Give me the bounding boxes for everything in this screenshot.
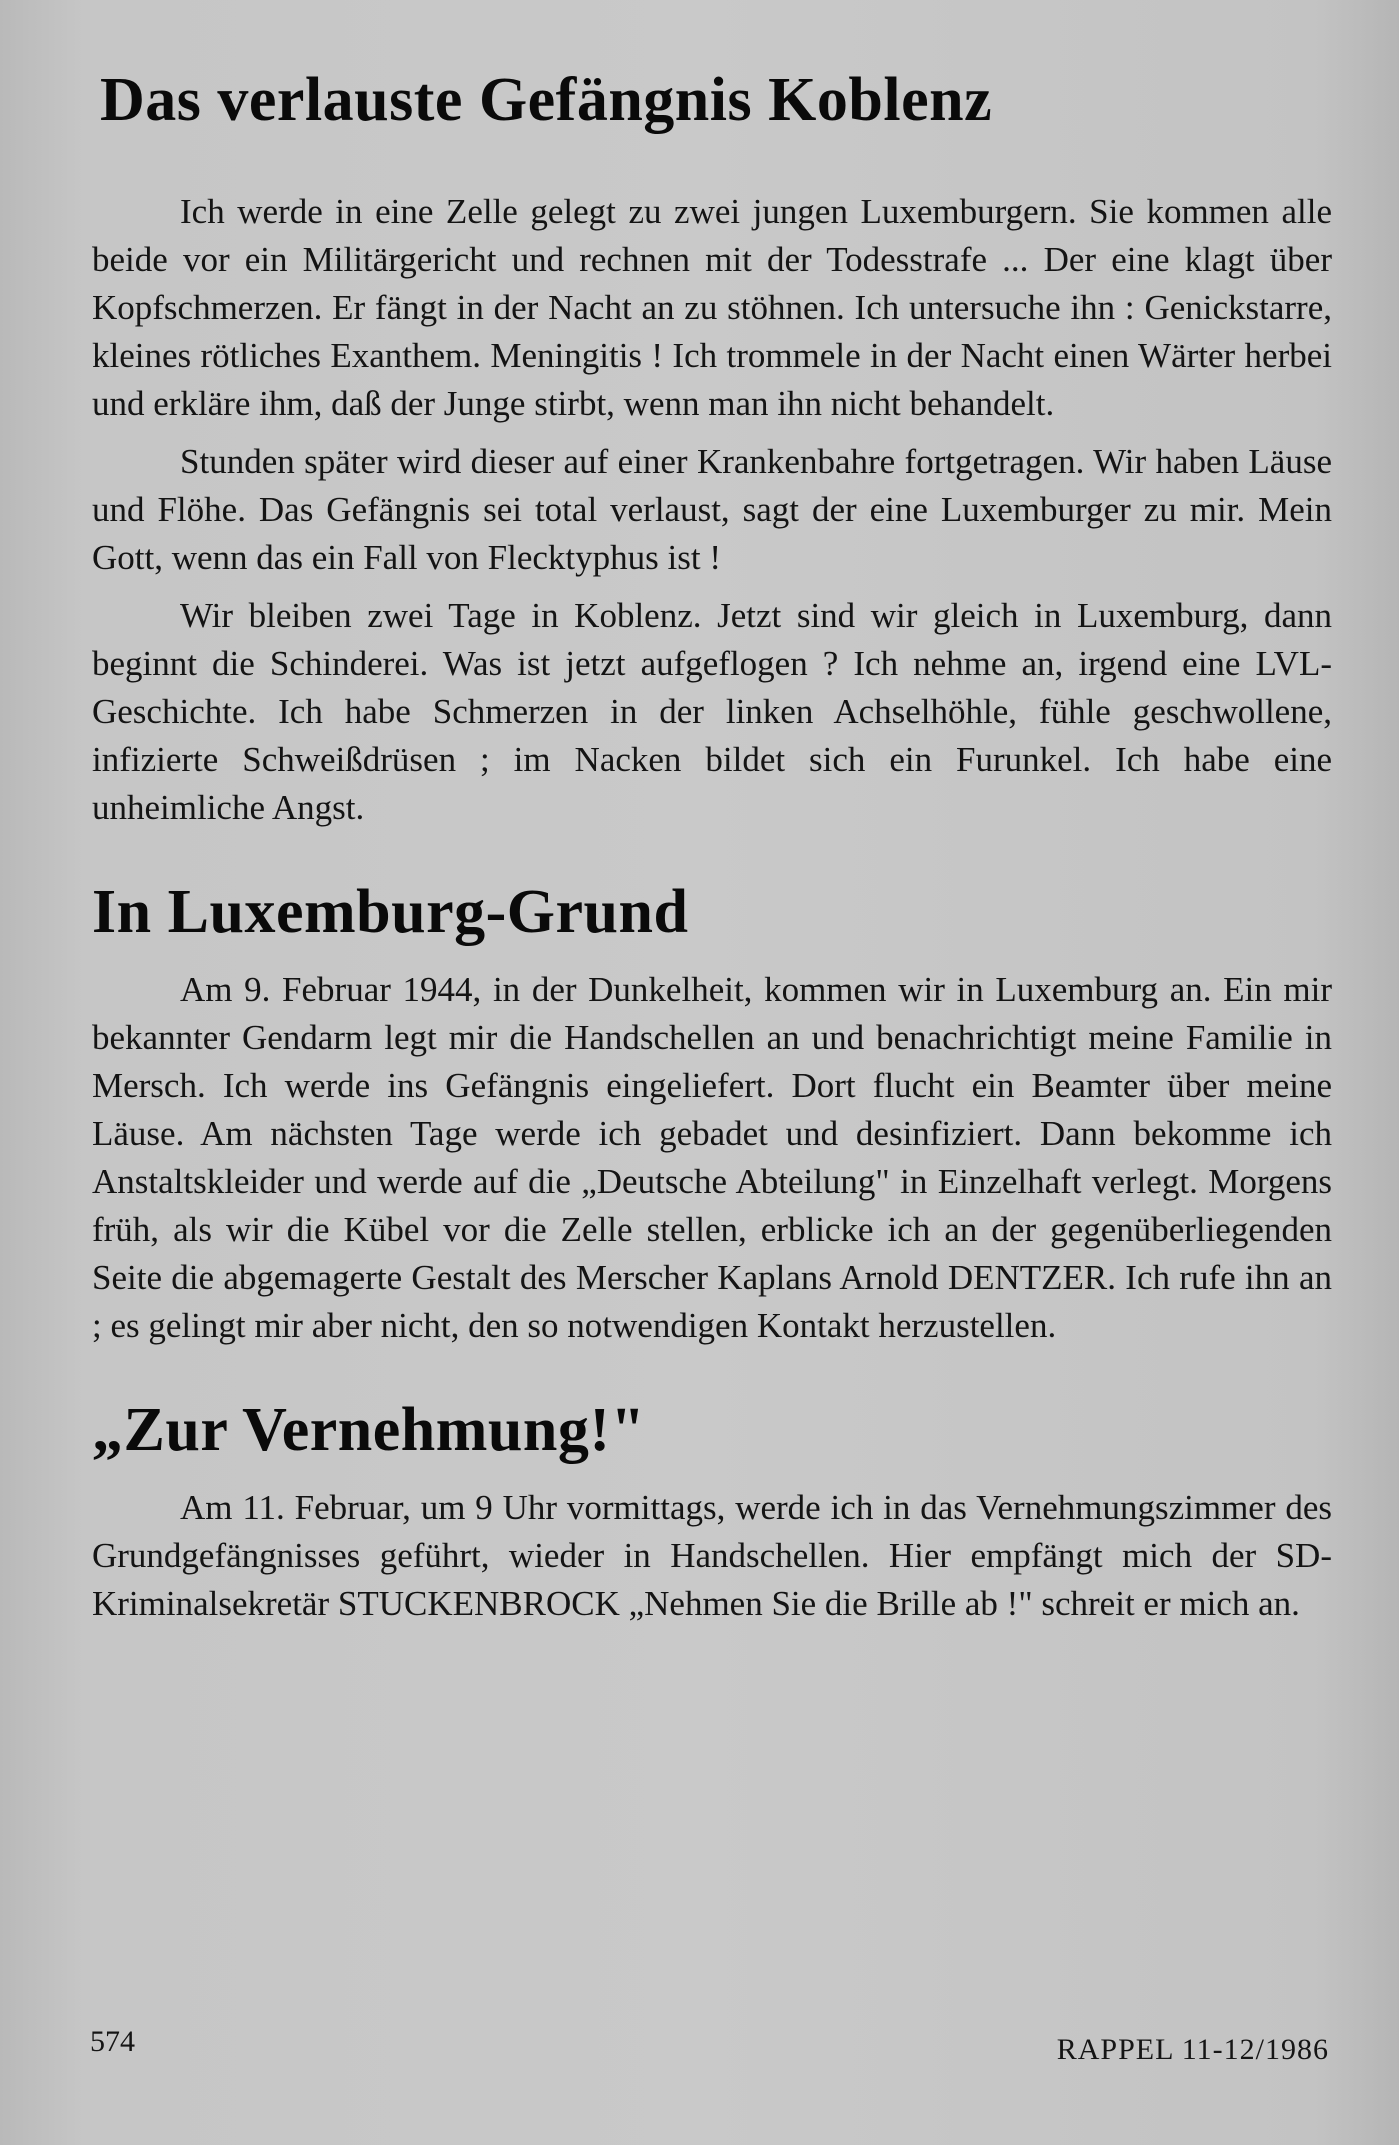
paragraph: Am 9. Februar 1944, in der Dunkelheit, kommen wir in Luxemburg an. Ein mir bekannter Gendarm legt mir die Handschellen an und benachrichtigt meine Familie in Mersch. Ich werde ins Gefängnis eingeliefert. Dort flucht ein Beamter über meine Läuse. Am nächsten Tage werde ich gebadet und desinfiziert. Dann bekomme ich Anstaltskleider und werde auf die „Deutsche Abteilung" in Einzelhaft verlegt. Morgens früh, als wir die Kübel vor die Zelle stellen, erblicke ich an der gegenüberliegenden Seite die abgemagerte Gestalt des Merscher Kaplans Arnold DENTZER. Ich rufe ihn an ; es gelingt mir aber nicht, den so notwendigen Kontakt herzustellen. — [92, 970, 1332, 1345]
page-number: 574 — [90, 2025, 135, 2058]
page-footer — [90, 2025, 1329, 2065]
journal-issue: RAPPEL 11-12/1986 — [1056, 2033, 1329, 2066]
section-title-luxemburg-grund: In Luxemburg-Grund — [92, 878, 689, 946]
article-body — [92, 60, 1332, 1628]
paragraph: Am 11. Februar, um 9 Uhr vormittags, werde ich in das Vernehmungszimmer des Grundgefängnisses geführt, wieder in Handschellen. Hier empfängt mich der SD-Kriminalsekretär STUCKENBROCK „Nehmen Sie die Brille ab !" schreit er mich an. — [92, 1488, 1332, 1623]
paragraph: Stunden später wird dieser auf einer Krankenbahre fortgetragen. Wir haben Läuse und Flöhe. Das Gefängnis sei total verlaust, sagt der eine Luxemburger zu mir. Mein Gott, wenn das ein Fall von Flecktyphus ist ! — [92, 442, 1332, 577]
section-title-vernehmung: „Zur Vernehmung!" — [92, 1396, 646, 1464]
paragraph: Wir bleiben zwei Tage in Koblenz. Jetzt sind wir gleich in Luxemburg, dann beginnt die Schinderei. Was ist jetzt aufgeflogen ? Ich nehme an, irgend eine LVL-Geschichte. Ich habe Schmerzen in der linken Achselhöhle, fühle geschwollene, infizierte Schweißdrüsen ; im Nacken bildet sich ein Furunkel. Ich habe eine unheimliche Angst. — [92, 596, 1332, 827]
section-title-koblenz: Das verlauste Gefängnis Koblenz — [100, 66, 993, 134]
paragraph: Ich werde in eine Zelle gelegt zu zwei jungen Luxemburgern. Sie kommen alle beide vor ein Militärgericht und rechnen mit der Todesstrafe ... Der eine klagt über Kopfschmerzen. Er fängt in der Nacht an zu stöhnen. Ich untersuche ihn : Genickstarre, kleines rötliches Exanthem. Meningitis ! Ich trommele in der Nacht einen Wärter herbei und erkläre ihm, daß der Junge stirbt, wenn man ihn nicht behandelt. — [92, 192, 1332, 423]
